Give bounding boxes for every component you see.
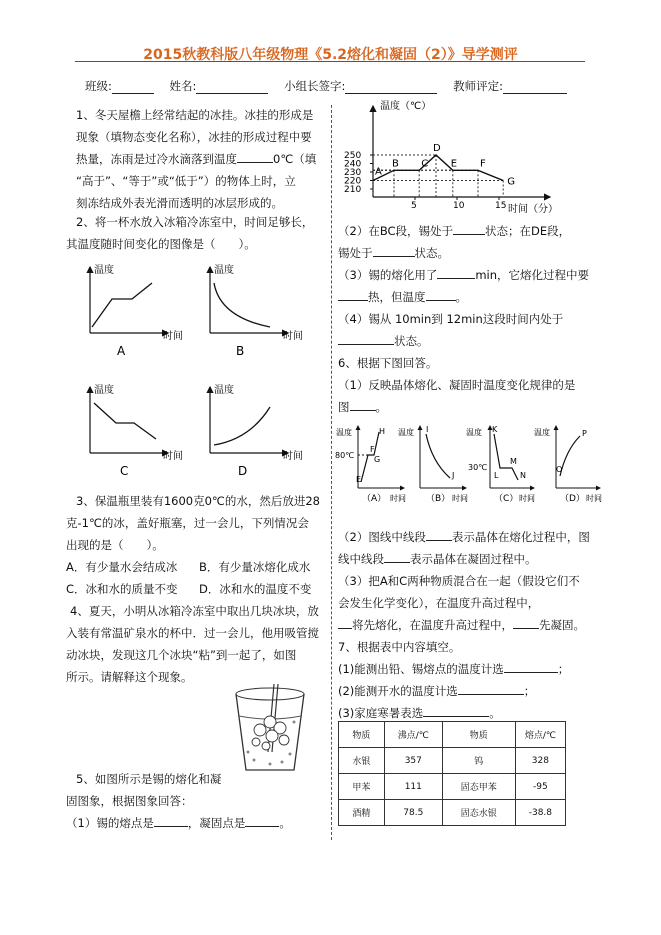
freeze-segment-blank[interactable] (384, 550, 410, 563)
time-label: 时间 (163, 451, 183, 462)
q5-3-text: 。 (455, 290, 467, 304)
q5-2 (338, 242, 593, 264)
y-tick-label: 220 (344, 176, 362, 187)
table-header: 物质 (339, 722, 385, 748)
q1-line (76, 148, 328, 170)
column-divider (331, 105, 332, 840)
curve-point-label: B (392, 158, 399, 170)
y-tick-label: 240 (344, 159, 362, 170)
curve-point-label: E (450, 158, 458, 170)
q4-line: 4、夏天，小明从冰箱冷冻室中取出几块冰块，放 (70, 604, 319, 618)
q5-3 (338, 286, 593, 308)
q5-3-text: 热，但温度 (368, 290, 426, 304)
table-cell: 78.5 (384, 800, 442, 826)
q6-graph-c (466, 425, 535, 504)
q6-graph-b (398, 425, 468, 504)
temp-change-blank[interactable] (426, 288, 456, 301)
table-cell: 357 (384, 748, 442, 774)
q5-3 (338, 264, 593, 286)
table-cell: 甲苯 (339, 774, 385, 800)
time-label: 时间 (163, 331, 183, 342)
q1-line: 刻冻结成外表光滑而透明的冰层形成的。 (76, 196, 283, 210)
q6-title: 6、根据下图回答。 (338, 356, 438, 370)
curve-point-label: G (507, 176, 515, 188)
q6-2-text: （2）图线中线段 (338, 530, 426, 544)
option-c[interactable]: C．冰和水的质量不变 (66, 582, 178, 596)
graph-c-label: C (120, 464, 129, 478)
table-cell: 固态水银 (442, 800, 515, 826)
q5-3-text: （3）锡的熔化用了 (338, 268, 438, 282)
table-cell: 328 (515, 748, 565, 774)
title-rule (75, 61, 585, 62)
q7-title: 7、根据表中内容填空。 (338, 640, 461, 654)
q5-1-text: 。 (279, 816, 291, 830)
temp-label: 温度 (94, 385, 114, 396)
temp-label: 温度 (336, 428, 352, 437)
q6-a-label: （A） (362, 494, 387, 504)
graph-d-label: D (238, 464, 248, 478)
option-a[interactable]: A．有少量水会结成冰 (66, 560, 178, 574)
q5-1-text: ，凝固点是 (187, 816, 246, 830)
teacher-label: 教师评定: (453, 79, 503, 93)
q6-3-text: 先凝固。 (539, 618, 585, 632)
option-b[interactable]: B．有少量冰熔化成水 (199, 560, 311, 574)
q6-2 (338, 526, 596, 548)
question-4 (66, 600, 328, 688)
class-blank[interactable] (112, 81, 154, 94)
question-5-right (338, 220, 593, 418)
melt-duration-blank[interactable] (437, 266, 475, 279)
q4-line: 动冰块，发现这几个冰块“粘”到一起了，如图 (66, 648, 297, 662)
y-tick-label: 230 (344, 168, 362, 178)
svg-text:F: F (370, 445, 375, 454)
time-label: 时间 (452, 494, 468, 503)
graph-a-label: A (117, 344, 126, 358)
svg-text:K: K (492, 425, 498, 434)
q6-d-label: （D） (560, 494, 585, 504)
q6-1-text: 图 (338, 400, 350, 414)
x-tick-label: 15 (495, 201, 507, 211)
question-3 (66, 490, 328, 600)
curve-point-label: D (433, 143, 441, 154)
q6-1-text: 。 (375, 400, 387, 414)
question-1 (76, 104, 328, 214)
y-tick-label: 210 (344, 185, 362, 195)
q7-3: (3)家庭寒暑表选 。 (338, 706, 501, 720)
table-header-row (339, 722, 566, 748)
table-cell: 固态甲苯 (442, 774, 515, 800)
svg-text:E: E (356, 475, 362, 484)
q6-graph-d (534, 426, 602, 504)
q5-1 (66, 812, 328, 834)
q5-2-text: 状态。 (414, 246, 449, 260)
time-label: 时间 (283, 451, 303, 462)
q4-line: 入装有常温矿泉水的杯中．过一会儿，他用吸管搅 (66, 626, 319, 640)
svg-text:N: N (520, 471, 526, 480)
q5-3-text: min，它熔化过程中要 (475, 268, 590, 282)
graph-c (90, 383, 183, 478)
temp-label: 温度 (214, 265, 234, 276)
svg-text:H: H (379, 427, 386, 436)
q3-line: 3、保温瓶里装有1600克0℃的水，然后放进28 (76, 494, 320, 508)
de-state-blank[interactable] (373, 244, 415, 257)
y-axis-label: 温度（℃） (380, 101, 432, 112)
crystal-graph-blank[interactable] (350, 398, 376, 411)
page-title: 2015秋教科版八年级物理《5.2熔化和凝固（2）》导学测评 (143, 47, 518, 63)
q6-3: 会发生化学变化），在温度升高过程中， (338, 596, 540, 610)
q1-line: 现象（填物态变化名称），冰挂的形成过程中要 (76, 130, 312, 144)
name-blank[interactable] (196, 81, 268, 94)
temp-80-label: 80℃ (335, 451, 355, 460)
graph-a (90, 263, 183, 358)
svg-text:G: G (374, 455, 381, 464)
temp-30-label: 30℃ (468, 463, 488, 472)
q2-line: 2、将一杯水放入冰箱冷冻室中，时间足够长， (76, 215, 314, 229)
time-label: 时间 (519, 494, 535, 503)
table-row (339, 774, 566, 800)
y-tick-label: 250 (344, 151, 362, 161)
heat-blank[interactable] (338, 288, 368, 301)
q6-graphs (334, 422, 604, 504)
lead-tin-thermometer-blank[interactable] (504, 660, 558, 673)
table-cell: -38.8 (515, 800, 565, 826)
curve-point-label: C (421, 158, 429, 170)
class-label: 班级: (85, 79, 112, 93)
table-cell: 水银 (339, 748, 385, 774)
q5-4: （4）锡从 10min到 12min这段时间内处于 (338, 312, 564, 326)
q2-graphs (70, 255, 330, 480)
substance-table (338, 721, 566, 826)
q3-line: 出现的是（ ）。 (66, 538, 164, 552)
svg-text:L: L (494, 471, 499, 480)
melt-segment-blank[interactable] (426, 528, 452, 541)
q6-1 (338, 396, 593, 418)
question-6-rest (338, 526, 596, 724)
time-label: 时间 (586, 494, 602, 503)
home-thermometer-blank[interactable] (423, 704, 489, 717)
x-axis-label: 时间（分） (508, 204, 558, 215)
boiling-water-thermometer-blank[interactable] (458, 682, 524, 695)
name-label: 姓名: (169, 79, 197, 93)
table-header: 沸点/℃ (384, 722, 442, 748)
freeze-first-blank[interactable] (513, 616, 539, 629)
svg-text:J: J (452, 471, 455, 480)
x-tick-label: 5 (411, 201, 417, 211)
curve-point-label: A (375, 166, 382, 178)
table-header: 物质 (442, 722, 515, 748)
time-label: 时间 (390, 494, 406, 503)
q3-options-row (66, 578, 328, 600)
leader-blank[interactable] (345, 81, 437, 94)
q1-line: “高于”、“等于”或“低于”）的物体上时，立 (76, 174, 296, 188)
question-5 (66, 768, 328, 834)
temp-label: 温度 (214, 385, 234, 396)
q5-2 (338, 220, 593, 242)
freezing-point-blank[interactable] (245, 814, 279, 827)
svg-text:P: P (582, 429, 587, 438)
q5-2-text: 状态；在DE段， (485, 224, 571, 238)
x-tick-label: 10 (453, 201, 465, 211)
leader-label: 小组长签字: (284, 79, 346, 93)
table-cell: 酒精 (339, 800, 385, 826)
q6-2-text: 线中线段 (338, 552, 384, 566)
melt-first-blank[interactable] (338, 616, 352, 629)
q4-line: 所示。请解释这个现象。 (66, 670, 193, 684)
q1-line: 1、冬天屋檐上经常结起的冰挂。冰挂的形成是 (76, 108, 314, 122)
graph-b-label: B (236, 344, 245, 358)
q7-2: (2)能测开水的温度计选 ； (338, 684, 536, 698)
q3-line: 克-1℃的冰，盖好瓶塞，过一会儿，下列情况会 (66, 516, 309, 530)
q3-options-row (66, 556, 328, 578)
svg-text:M: M (510, 457, 517, 466)
melting-point-blank[interactable] (154, 814, 188, 827)
q6-b-label: （B） (426, 494, 451, 504)
ice-cup-illustration (230, 682, 310, 777)
temp-label: 温度 (398, 428, 414, 437)
question-2 (66, 211, 328, 255)
q5-line: 固图象，根据图象回答： (66, 794, 193, 808)
q6-1: （1）反映晶体熔化、凝固时温度变化规律的是 (338, 378, 576, 392)
table-row (339, 748, 566, 774)
svg-text:O: O (556, 465, 563, 474)
q6-2-text: 表示晶体在熔化过程中，图 (451, 530, 590, 544)
q5-1-text: （1）锡的熔点是 (66, 816, 154, 830)
q7-3-text: (3)家庭寒暑表选 (338, 706, 424, 720)
q7-1: (1)能测出铅、锡熔点的温度计选 ； (338, 662, 570, 676)
q6-graph-a (335, 426, 406, 504)
q6-3-text: 将先熔化，在温度升高过程中， (352, 618, 513, 632)
table-header: 熔点/℃ (515, 722, 565, 748)
curve-point-label: F (480, 158, 486, 170)
q5-4 (338, 330, 593, 352)
temp-label: 温度 (466, 428, 482, 437)
table-row (339, 800, 566, 826)
q6-c-label: （C） (494, 494, 519, 504)
table-cell: 111 (384, 774, 442, 800)
q5-4-text: 状态。 (394, 334, 429, 348)
tin-melting-chart (338, 100, 598, 218)
q5-2-text: （2）在BC段，锡处于 (338, 224, 454, 238)
q7-2-text: (2)能测开水的温度计选 (338, 684, 458, 698)
graph-d (210, 383, 303, 478)
graph-b (210, 263, 303, 358)
q5-line: 5、如图所示是锡的熔化和凝 (76, 772, 222, 786)
table-cell: -95 (515, 774, 565, 800)
q7-1-text: (1)能测出铅、锡熔点的温度计选 (338, 662, 504, 676)
q6-2 (338, 548, 596, 570)
temp-label: 温度 (534, 428, 550, 437)
info-line (85, 78, 567, 94)
q6-2-text: 表示晶体在凝固过程中。 (410, 552, 537, 566)
q2-line: 其温度随时间变化的图像是（ ）。 (66, 237, 256, 251)
q1-blank[interactable] (237, 150, 273, 163)
q5-2-text: 锡处于 (338, 246, 373, 260)
q1-text: 0℃（填 (273, 152, 317, 166)
teacher-blank[interactable] (503, 81, 567, 94)
svg-text:I: I (426, 425, 429, 434)
q6-3: （3）把A和C两种物质混合在一起（假设它们不 (338, 574, 580, 588)
option-d[interactable]: D．冰和水的温度不变 (199, 582, 312, 596)
table-cell: 钨 (442, 748, 515, 774)
temp-label: 温度 (94, 265, 114, 276)
state-10-12-blank[interactable] (338, 332, 394, 345)
bc-state-blank[interactable] (453, 222, 485, 235)
q6-3 (338, 614, 596, 636)
q1-text: 热量，冻雨是过冷水滴落到温度 (76, 152, 237, 166)
time-label: 时间 (283, 331, 303, 342)
